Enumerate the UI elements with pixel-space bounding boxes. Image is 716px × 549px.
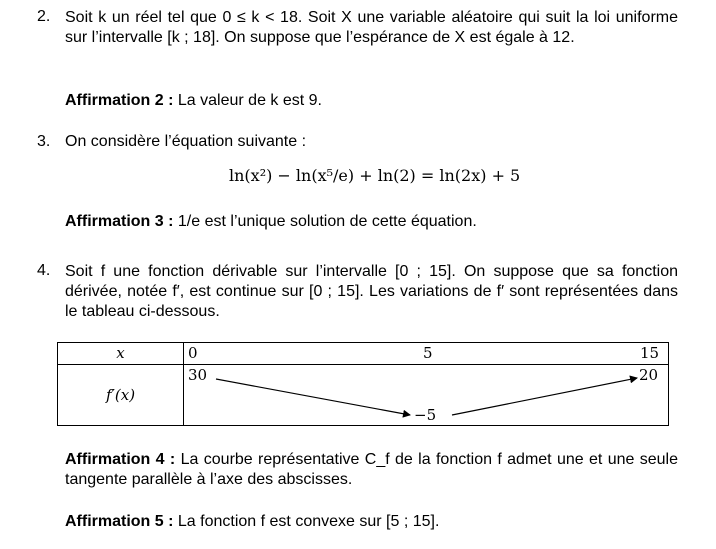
affirmation-5-label: Affirmation 5 : <box>65 513 174 530</box>
item-3-number: 3. <box>37 133 51 150</box>
affirmation-3-label: Affirmation 3 : <box>65 213 174 230</box>
f-value-30: 30 <box>188 366 208 384</box>
decreasing-arrow <box>216 379 410 415</box>
affirmation-5 <box>65 513 439 531</box>
item-3-intro: On considère l’équation suivante : <box>65 133 307 150</box>
variation-table <box>57 342 669 426</box>
affirmation-2 <box>65 92 322 110</box>
x-label: x <box>116 344 125 362</box>
affirmation-2-label: Affirmation 2 : <box>65 92 174 109</box>
x-value-15: 15 <box>640 344 660 362</box>
f-value-20: 20 <box>639 366 659 384</box>
increasing-arrow <box>452 378 637 415</box>
affirmation-4 <box>65 450 678 490</box>
item-2-statement: Soit k un réel tel que 0 ≤ k < 18. Soit X une variable aléatoire qui suit la loi uniforme sur l’intervalle [k ; 18]. On suppose que l’espérance de X est égale à 12. <box>65 9 678 46</box>
x-value-5: 5 <box>423 344 433 362</box>
affirmation-4-text: La courbe représentative C_f de la fonction f admet une et une seule tangente parallèle à l’axe des abscisses. <box>65 451 679 488</box>
affirmation-2-text: La valeur de k est 9. <box>177 92 322 109</box>
item-4-statement: Soit f une fonction dérivable sur l’intervalle [0 ; 15]. On suppose que sa fonction dérivée, notée f′, est continue sur [0 ; 15]. Les variations de f′ sont représentées dans le tableau ci-dessous. <box>65 263 678 320</box>
affirmation-3-text: 1/e est l’unique solution de cette équation. <box>177 213 477 230</box>
affirmation-5-text: La fonction f est convexe sur [5 ; 15]. <box>177 513 440 530</box>
x-value-0: 0 <box>188 344 198 362</box>
variation-arrows <box>57 342 669 426</box>
affirmation-4-label: Affirmation 4 : <box>65 451 176 468</box>
item-2-number: 2. <box>37 8 51 25</box>
equation: ln(x²) − ln(x⁵/e) + ln(2) = ln(2x) + 5 <box>229 166 521 185</box>
item-4-number: 4. <box>37 262 51 279</box>
affirmation-3 <box>65 213 477 231</box>
f-value-minus5: −5 <box>414 406 437 424</box>
f-prime-label: f′(x) <box>105 385 136 404</box>
